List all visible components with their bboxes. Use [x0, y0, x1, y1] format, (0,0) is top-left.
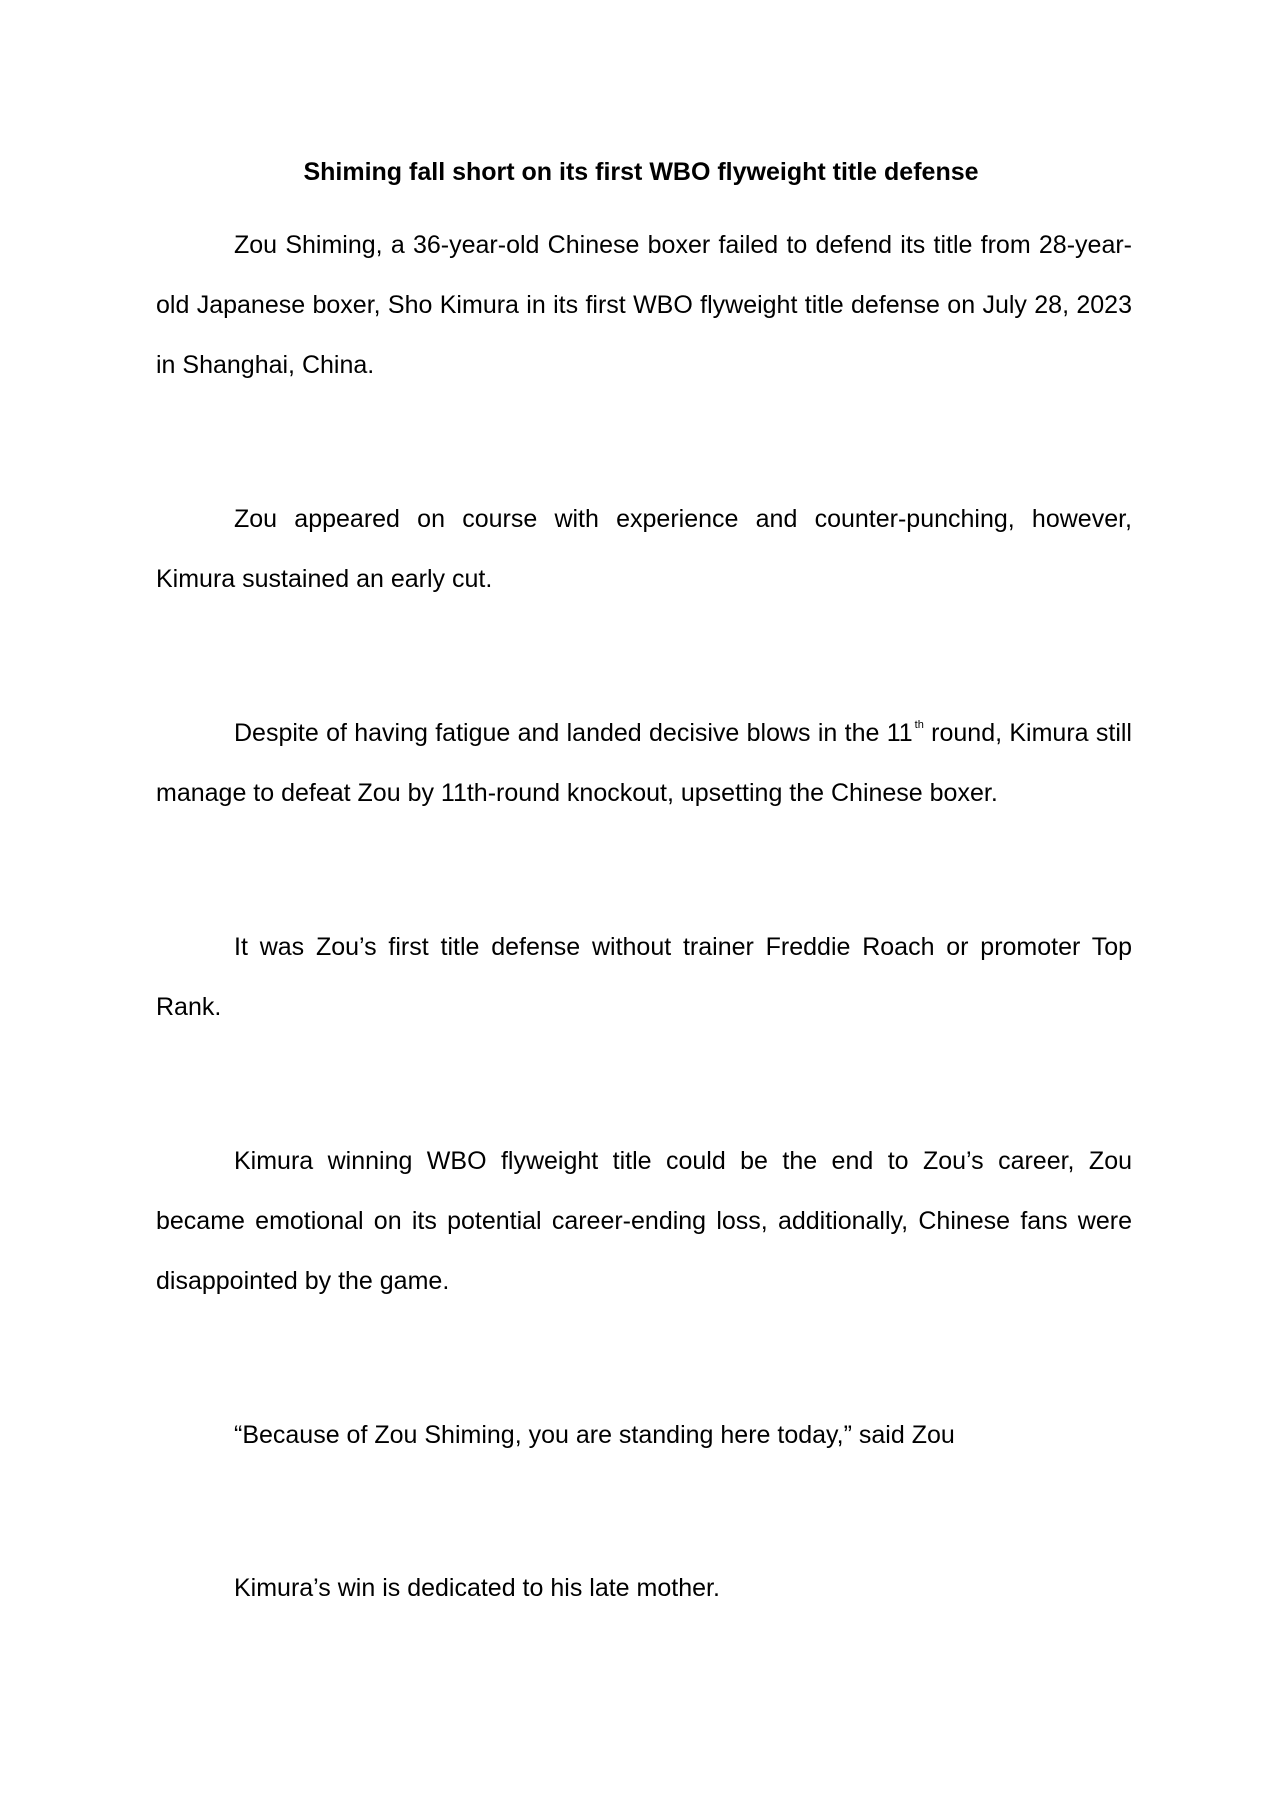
- document-title: Shiming fall short on its first WBO flyweight title defense: [303, 158, 979, 186]
- ordinal-suffix: th: [914, 718, 924, 731]
- knockout-text-after: round, Kimura still manage to defeat Zou by 11th-round knockout, upsetting the Chinese boxer.: [156, 719, 1132, 807]
- paragraph-knockout: [156, 703, 1132, 823]
- knockout-text-before: Despite of having fatigue and landed decisive blows in the 11: [234, 719, 913, 747]
- paragraph-quote: “Because of Zou Shiming, you are standing here today,” said Zou: [234, 1421, 955, 1449]
- paragraph-trainer: It was Zou’s first title defense without trainer Freddie Roach or promoter Top Rank.: [156, 933, 1132, 1021]
- paragraph-intro: Zou Shiming, a 36-year-old Chinese boxer failed to defend its title from 28-year-old Japanese boxer, Sho Kimura in its first WBO flyweight title defense on July 28, 2023 in Shanghai, China.: [156, 231, 1132, 379]
- paragraph-career: Kimura winning WBO flyweight title could be the end to Zou’s career, Zou became emotional on its potential career-ending loss, additionally, Chinese fans were disappointed by the game.: [156, 1147, 1132, 1295]
- paragraph-early-cut: Zou appeared on course with experience and counter-punching, however, Kimura sustained an early cut.: [156, 505, 1132, 593]
- paragraph-dedication: Kimura’s win is dedicated to his late mother.: [234, 1574, 720, 1602]
